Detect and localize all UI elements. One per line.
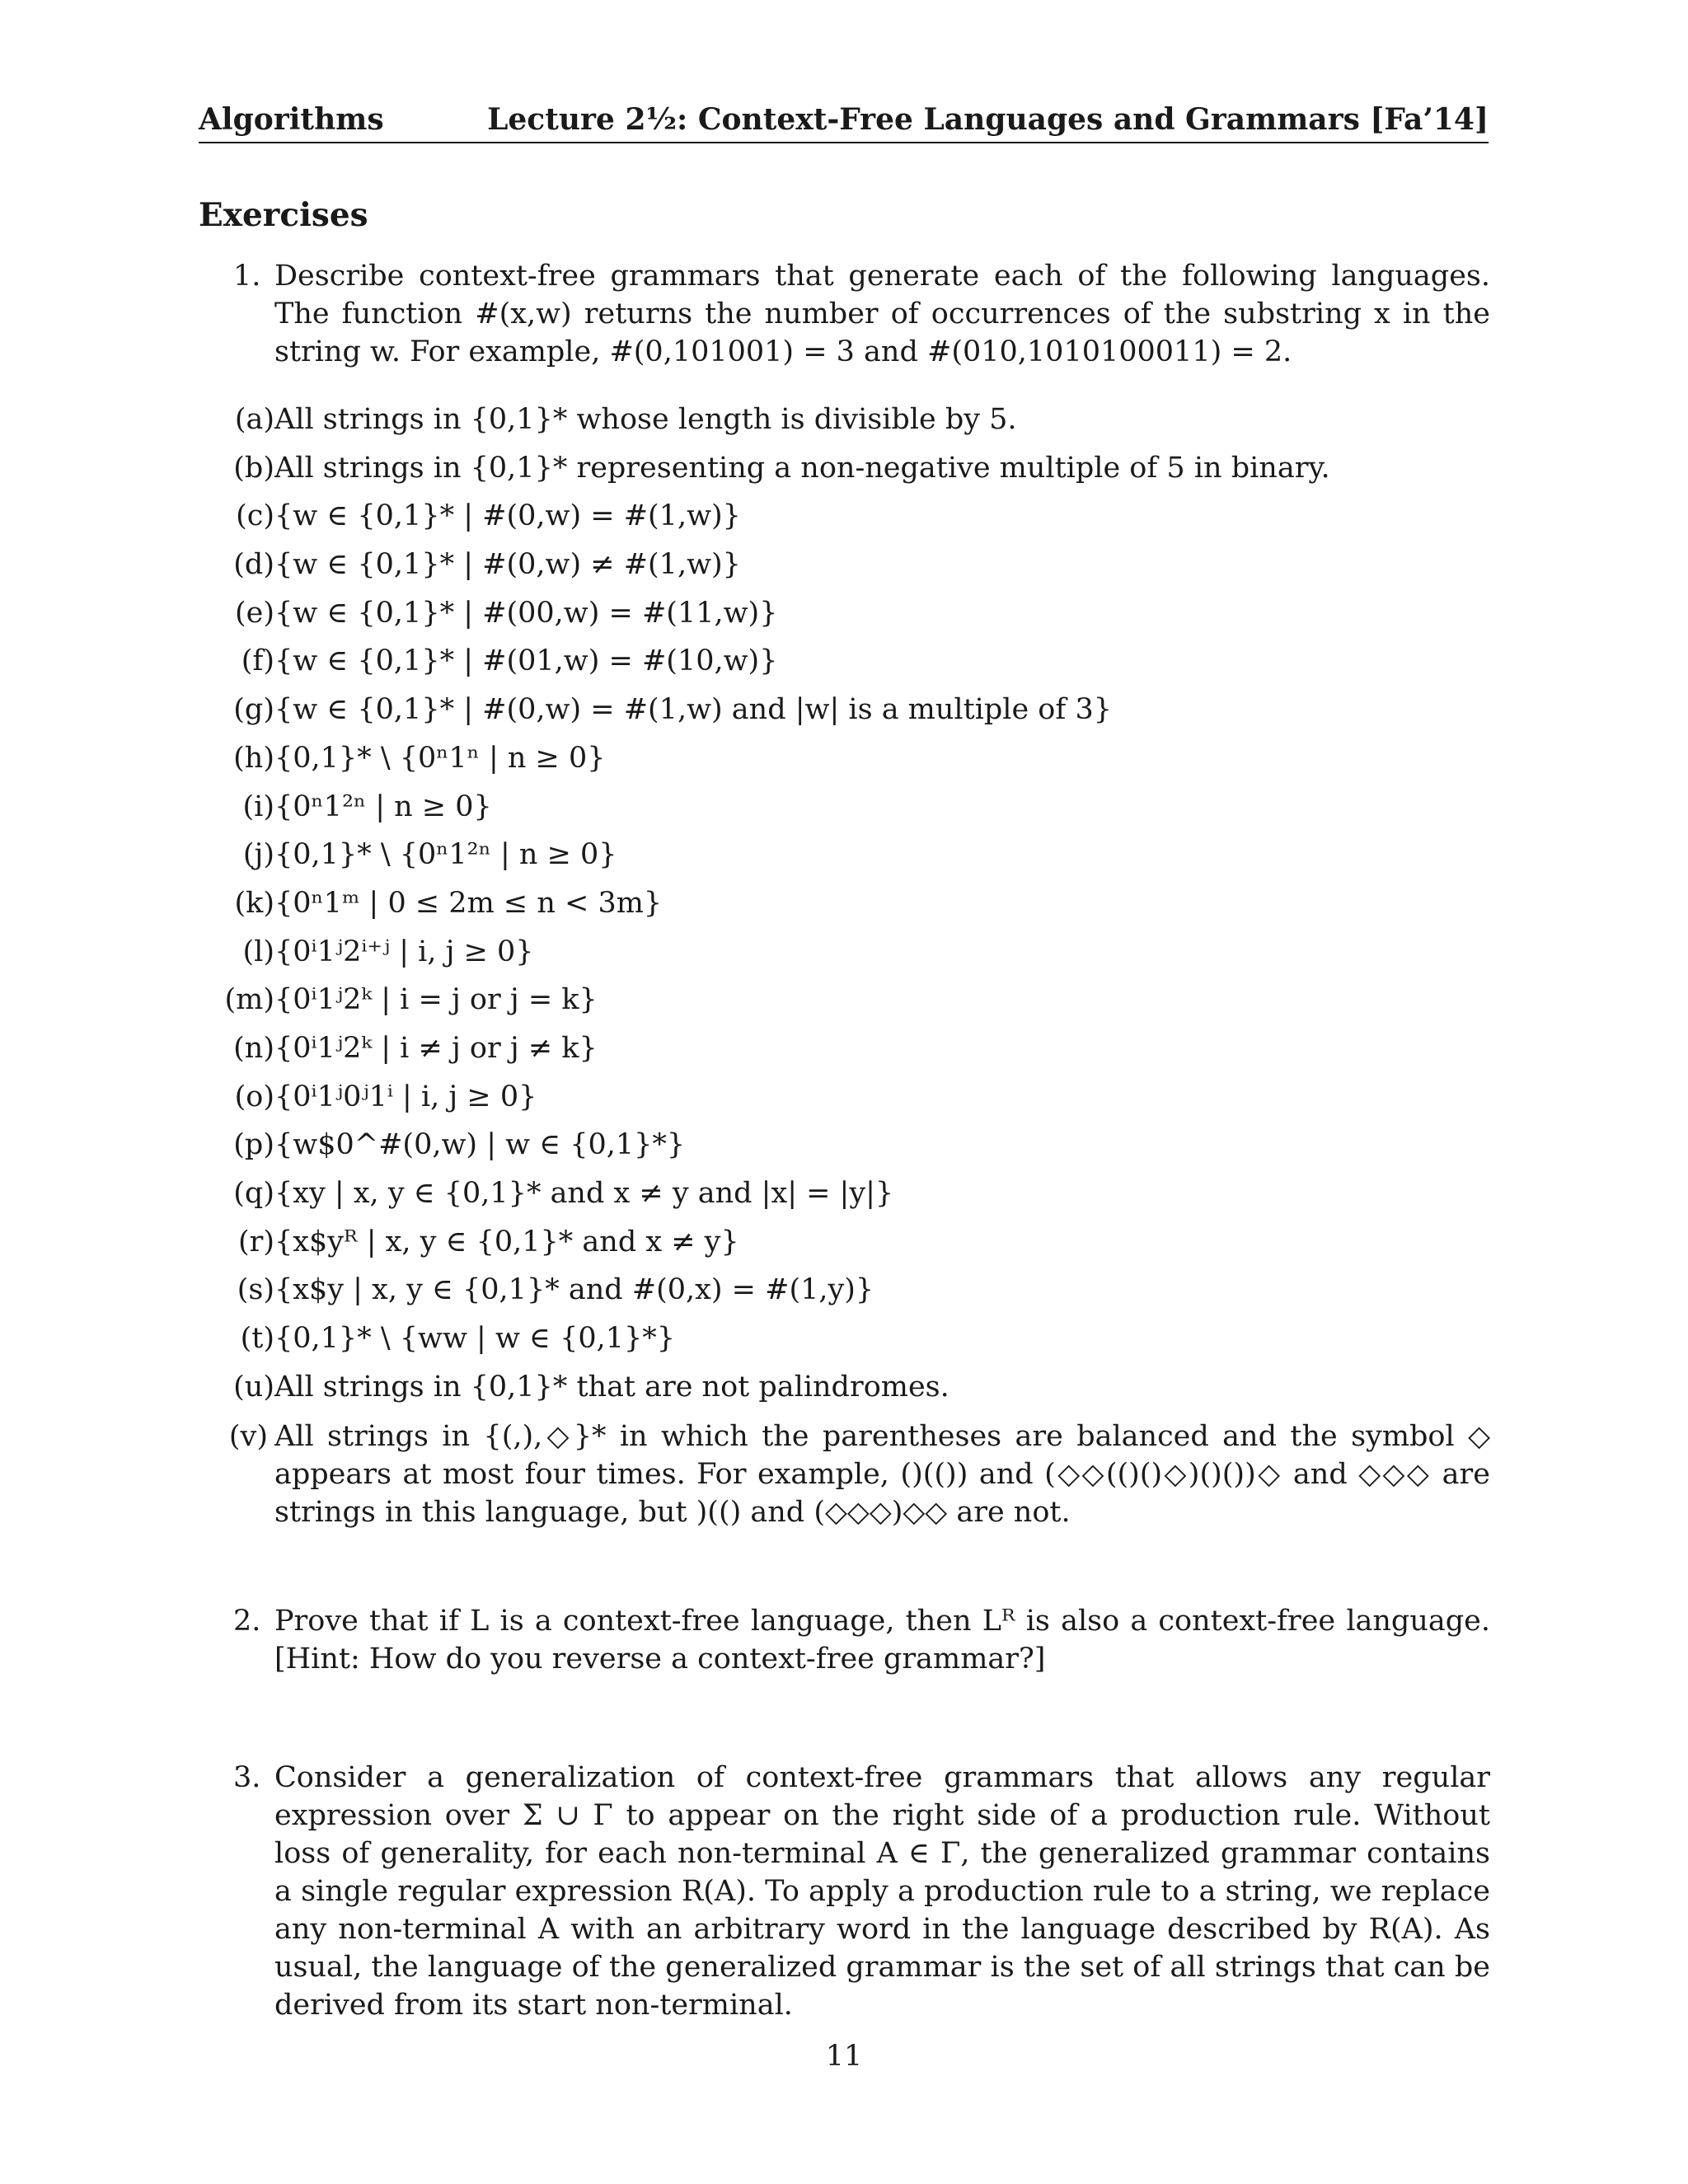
- exercise-item: (d) {w ∈ {0,1}* | #(0,w) ≠ #(1,w)}: [233, 548, 741, 582]
- exercise-item: (j) {0,1}* \ {0ⁿ1²ⁿ | n ≥ 0}: [242, 838, 617, 872]
- page-number: 11: [825, 2040, 863, 2073]
- header-lecture-title: Lecture 2½: Context-Free Languages and Grammars [Fa’14]: [487, 102, 1489, 137]
- exercise-item: (a) All strings in {0,1}* whose length is divisible by 5.: [234, 403, 1017, 436]
- exercise-item: (c) {w ∈ {0,1}* | #(0,w) = #(1,w)}: [236, 499, 741, 533]
- exercise-item: (s) {x$y | x, y ∈ {0,1}* and #(0,x) = #(1,y)}: [237, 1273, 874, 1307]
- exercise-item: (k) {0ⁿ1ᵐ | 0 ≤ 2m ≤ n < 3m}: [234, 886, 663, 920]
- header-course-title: Algorithms: [199, 102, 384, 137]
- exercise-item: (o) {0ⁱ1ʲ0ʲ1ⁱ | i, j ≥ 0}: [234, 1080, 537, 1113]
- exercise-item: (g) {w ∈ {0,1}* | #(0,w) = #(1,w) and |w| is a multiple of 3}: [233, 693, 1112, 727]
- section-title: Exercises: [199, 196, 368, 234]
- exercise-1-items: [224, 396, 1490, 1530]
- exercise-item: (e) {w ∈ {0,1}* | #(00,w) = #(11,w)}: [234, 596, 778, 630]
- exercise-2-text: Prove that if L is a context-free language, then Lᴿ is also a context-free language. [Hint: How do you reverse a context-free grammar?]: [274, 1605, 1490, 1675]
- exercise-item: (h) {0,1}* \ {0ⁿ1ⁿ | n ≥ 0}: [233, 741, 606, 775]
- exercise-item: (b) All strings in {0,1}* representing a non-negative multiple of 5 in binary.: [233, 451, 1330, 485]
- exercise-item: (l) {0ⁱ1ʲ2ⁱ⁺ʲ | i, j ≥ 0}: [242, 935, 534, 968]
- exercise-item: (q) {xy | x, y ∈ {0,1}* and x ≠ y and |x| = |y|}: [233, 1177, 894, 1210]
- exercise-3-number: 3.: [233, 1761, 261, 1794]
- exercise-item: (f) {w ∈ {0,1}* | #(01,w) = #(10,w)}: [241, 644, 778, 678]
- exercise-item-v: (v) All strings in {(,),◇}* in which the parentheses are balanced and the symbol ◇ appears at most four times. For example, ()(()) and (◇◇(()()◇)()())◇ and ◇◇◇ are strings in this language, but )(() and (◇◇◇)◇◇ are not.: [228, 1420, 1490, 1530]
- exercise-item: (u) All strings in {0,1}* that are not palindromes.: [233, 1370, 950, 1404]
- exercise-item: (r) {x$yᴿ | x, y ∈ {0,1}* and x ≠ y}: [237, 1225, 739, 1258]
- exercise-1-intro: [274, 257, 1490, 371]
- exercise-item: (m) {0ⁱ1ʲ2ᵏ | i = j or j = k}: [224, 983, 598, 1017]
- exercise-item: (t) {0,1}* \ {ww | w ∈ {0,1}*}: [240, 1322, 676, 1356]
- exercise-3-text: Consider a generalization of context-free grammars that allows any regular expression over Σ ∪ Γ to appear on the right side of a production rule. Without loss of generality, for each non-terminal A ∈ Γ, the generalized grammar contains a single regular expression R(A). To apply a production rule to a string, we replace any non-terminal A with an arbitrary word in the language described by R(A). As usual, the language of the generalized grammar is the set of all strings that can be derived from its start non-terminal.: [274, 1761, 1490, 2022]
- exercise-item: (p) {w$0^#(0,w) | w ∈ {0,1}*}: [233, 1128, 686, 1162]
- exercise-2-number: 2.: [233, 1605, 261, 1638]
- exercise-1-number: 1.: [233, 260, 261, 293]
- page-header: [199, 97, 1489, 143]
- exercise-item: (i) {0ⁿ1²ⁿ | n ≥ 0}: [242, 790, 492, 823]
- exercise-item: (n) {0ⁱ1ʲ2ᵏ | i ≠ j or j ≠ k}: [233, 1031, 598, 1065]
- exercise-1-intro-text: Describe context-free grammars that generate each of the following languages. The function #(x,w) returns the number of occurrences of the substring x in the string w. For example, #(0,101001) = 3 and #(010,1010100011) = 2.: [274, 260, 1490, 368]
